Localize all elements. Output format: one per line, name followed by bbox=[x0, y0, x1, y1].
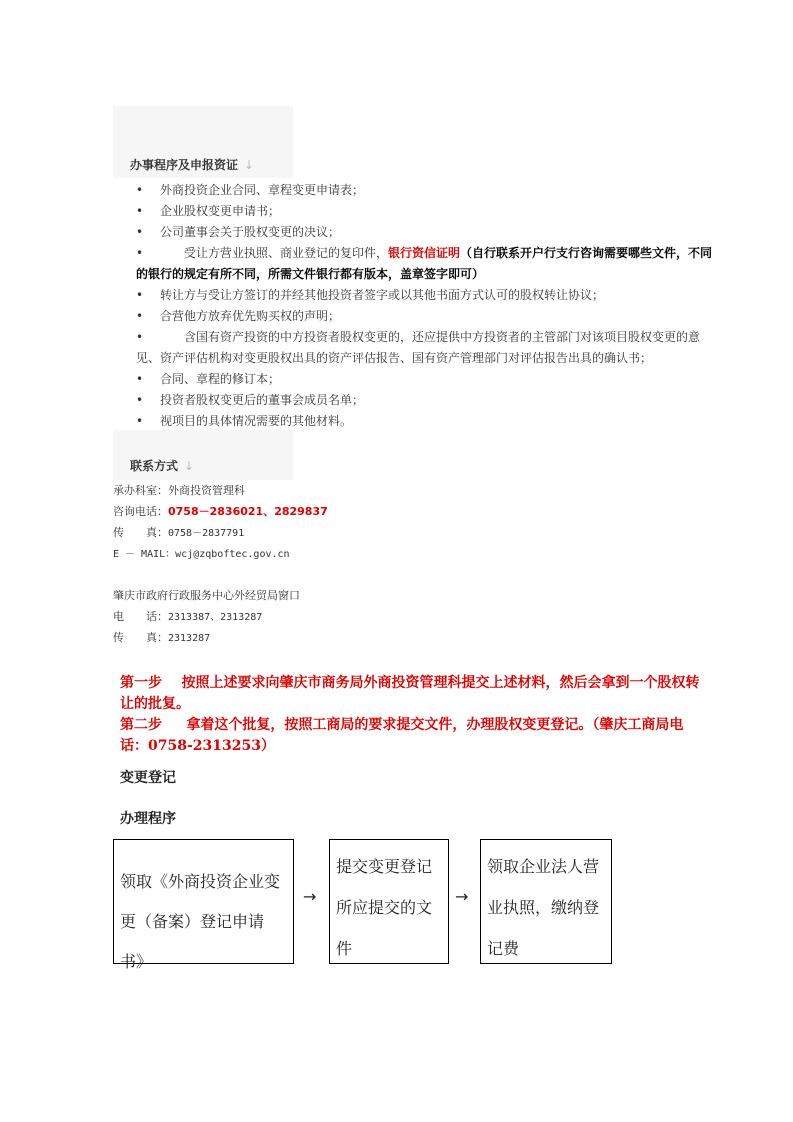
down-arrow-icon: ↓ bbox=[184, 459, 195, 473]
bullet-icon: • bbox=[136, 288, 144, 302]
email-value[interactable]: wcj@zqboftec.gov.cn bbox=[175, 549, 290, 560]
bullet-icon: • bbox=[136, 372, 144, 386]
list-item-text: 合同、章程的修订本； bbox=[160, 372, 281, 386]
fax-value: 0758－2837791 bbox=[168, 528, 245, 539]
flow-arrow-icon: → bbox=[455, 887, 469, 906]
heading-change-registration: 变更登记 bbox=[120, 770, 176, 786]
flow-box-apply-form bbox=[113, 839, 294, 971]
window-fax bbox=[113, 627, 210, 649]
list-item bbox=[136, 411, 706, 432]
list-item-text: 企业股权变更申请书； bbox=[160, 204, 281, 218]
list-item bbox=[136, 390, 706, 411]
phone-value: 0758－2836021、2829837 bbox=[168, 505, 328, 518]
requirements-list bbox=[136, 180, 713, 432]
list-item bbox=[136, 285, 706, 306]
flow-box-text: 提交变更登记所应提交的文件 bbox=[336, 857, 433, 958]
bullet-icon: • bbox=[136, 309, 144, 323]
down-arrow-icon: ↓ bbox=[244, 158, 255, 172]
fax2-label: 传 真： bbox=[113, 631, 168, 644]
flow-box-get-license bbox=[480, 839, 612, 964]
email-label: E － MAIL： bbox=[113, 549, 176, 560]
list-item bbox=[136, 180, 706, 201]
contact-phone bbox=[113, 501, 328, 522]
list-item bbox=[136, 222, 706, 243]
list-item bbox=[136, 306, 706, 327]
heading-procedure: 办理程序 bbox=[120, 811, 176, 827]
list-item bbox=[136, 369, 706, 390]
contact-email bbox=[113, 543, 290, 565]
bullet-icon: • bbox=[136, 414, 144, 428]
list-item-text: 视项目的具体情况需要的其他材料。 bbox=[160, 414, 353, 428]
section-title-text: 办事程序及申报资证 bbox=[130, 158, 239, 172]
section-title-contact bbox=[130, 457, 194, 474]
window-name bbox=[113, 585, 300, 606]
list-item-text: 转让方与受让方签订的并经其他投资者签字或以其他书面方式认可的股权转让协议； bbox=[160, 288, 605, 302]
bullet-icon: • bbox=[136, 246, 144, 260]
tel-value: 2313387、2313287 bbox=[168, 612, 263, 623]
flow-arrow-icon: → bbox=[303, 887, 317, 906]
bank-credit-note: （自行联系开户行支行咨询需要哪些文件，不同的银行的规定有所不同，所需文件银行都有版本，盖章签字即可） bbox=[136, 246, 713, 281]
flow-box-submit-docs bbox=[329, 839, 449, 964]
step-two-label: 第二步 bbox=[120, 717, 162, 733]
list-item-text: 合营他方放弃优先购买权的声明； bbox=[160, 309, 341, 323]
tel-label: 电 话： bbox=[113, 610, 168, 623]
bullet-icon: • bbox=[136, 393, 144, 407]
list-item-text: 外商投资企业合同、章程变更申请表； bbox=[160, 183, 365, 197]
phone-label: 咨询电话： bbox=[113, 505, 168, 518]
dept-value: 外商投资管理科 bbox=[168, 484, 245, 497]
flow-box-text: 领取《外商投资企业变更（备案）登记申请书》 bbox=[120, 872, 281, 971]
flow-box-text: 领取企业法人营业执照，缴纳登记费 bbox=[487, 857, 600, 958]
fax2-value: 2313287 bbox=[168, 633, 211, 644]
fax-label: 传 真： bbox=[113, 526, 168, 539]
step-two-text: 拿着这个批复，按照工商局的要求提交文件，办理股权变更登记。（肇庆工商局电话：0758-2313253） bbox=[120, 717, 684, 754]
bank-credit-highlight: 银行资信证明 bbox=[388, 246, 461, 260]
list-item-text: 受让方营业执照、商业登记的复印件， bbox=[184, 246, 389, 260]
window-phone bbox=[113, 606, 262, 628]
bullet-icon: • bbox=[136, 225, 144, 239]
step-one-text: 按照上述要求向肇庆市商务局外商投资管理科提交上述材料，然后会拿到一个股权转让的批复。 bbox=[120, 675, 700, 712]
steps-block bbox=[120, 673, 700, 757]
contact-dept bbox=[113, 480, 245, 501]
list-item-text: 含国有资产投资的中方投资者股权变更的，还应提供中方投资者的主管部门对该项目股权变更的意见、资产评估机构对变更股权出具的资产评估报告、国有资产管理部门对评估报告出具的确认书； bbox=[136, 330, 701, 365]
bullet-icon: • bbox=[136, 183, 144, 197]
list-item bbox=[136, 327, 706, 369]
list-item bbox=[136, 243, 713, 285]
contact-fax bbox=[113, 522, 244, 544]
bullet-icon: • bbox=[136, 204, 144, 218]
bullet-icon: • bbox=[136, 330, 144, 344]
step-one bbox=[120, 673, 700, 715]
list-item-text: 投资者股权变更后的董事会成员名单； bbox=[160, 393, 365, 407]
list-item-text: 公司董事会关于股权变更的决议； bbox=[160, 225, 341, 239]
section-title-text: 联系方式 bbox=[130, 459, 179, 473]
dept-label: 承办科室： bbox=[113, 484, 168, 497]
step-two bbox=[120, 715, 700, 757]
window-name-text: 肇庆市政府行政服务中心外经贸局窗口 bbox=[113, 589, 300, 602]
section-title-procedure bbox=[130, 156, 254, 173]
list-item bbox=[136, 201, 706, 222]
step-one-label: 第一步 bbox=[120, 675, 162, 691]
